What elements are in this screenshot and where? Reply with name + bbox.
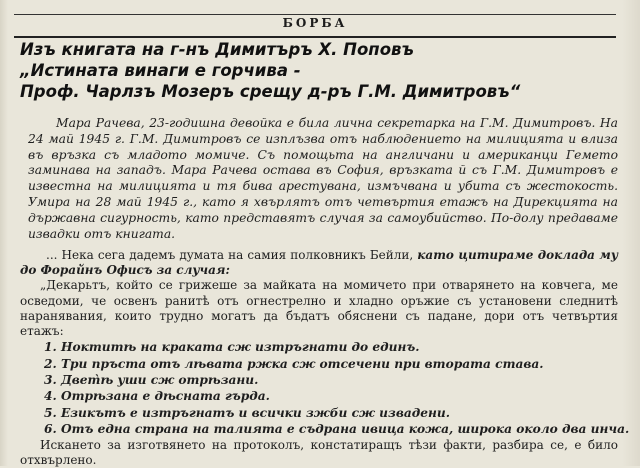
quote-paragraph: „Декарьтъ, който се грижеше за майката на момичето при отварянето на ковчега, ме осведоми, че освенъ ранитѣ отъ огнестрелно и хладно оръжие съ установени следнитѣ наранявания, които трудно могатъ да бъдатъ обяснени съ падане, дори отъ четвъртия етажъ:	[20, 278, 618, 339]
list-item: 5. Езикътъ е изтръгнатъ и всички зжби сж извадени.	[44, 405, 450, 420]
header-rule-bottom	[14, 36, 616, 38]
list-item: 1. Ноктитѣ на краката сж изтръгнати до единъ.	[44, 340, 420, 355]
header-rule-top	[14, 14, 616, 15]
intro-emphasis: като цитираме доклада му до Форайнъ Офисъ за случая:	[20, 248, 619, 278]
lead-paragraph: Мара Рачева, 23-годишна девойка е била лична секретарка на Г.М. Димитровъ. На 24 май 1945 г. Г.М. Димитровъ се изплъзва отъ наблюдението на милицията и влиза въ връзка съ младото момиче. Съ помощьта на англичани и американци Гемето заминава на западъ. Мара Рачева остава въ София, връзката й съ Г.М. Димитровъ е известна на милицията и тя бива арестувана, измъчвана и убита съ жестокость. Умира на 28 май 1945 г., като я хвърлятъ отъ четвъртия етажъ на Дирекцията на държавна сигурность, като представятъ случая за самоубийство. По-долу предаваме извадки отъ книгата.	[28, 116, 618, 241]
title-line-3: Проф. Чарлзъ Мозеръ срещу д-ръ Г.М. Димитровъ“	[20, 82, 521, 101]
masthead: БОРБА	[282, 16, 348, 30]
list-item: 6. Отъ една страна на талията е съдрана ивица кожа, широка около два инча.	[44, 422, 630, 437]
closing-paragraph: Искането за изготвянето на протоколъ, констатиращъ тѣзи факти, разбира се, е било отхвърлено.	[20, 437, 618, 467]
injury-list	[20, 339, 630, 437]
intro-text: ... Нека сега дадемъ думата на самия полковникъ Бейли,	[46, 248, 418, 262]
list-item: 3. Двет̀ѣ уши сж отрѣзани.	[44, 373, 259, 388]
page-edge-right	[622, 0, 640, 466]
title-line-1: Изъ книгата на г-нъ Димитъръ Х. Поповъ	[20, 40, 414, 59]
list-item: 2. Три пръста отъ лѣвата ржка сж отсечени при втората става.	[44, 356, 544, 371]
title-line-2: „Истината винаги е горчива -	[20, 61, 301, 80]
page-edge-left	[0, 0, 8, 466]
article-body	[20, 248, 630, 468]
article-title	[20, 39, 620, 102]
intro-paragraph	[20, 248, 618, 278]
list-item: 4. Отрѣзана е дѣсната гърда.	[44, 389, 270, 404]
